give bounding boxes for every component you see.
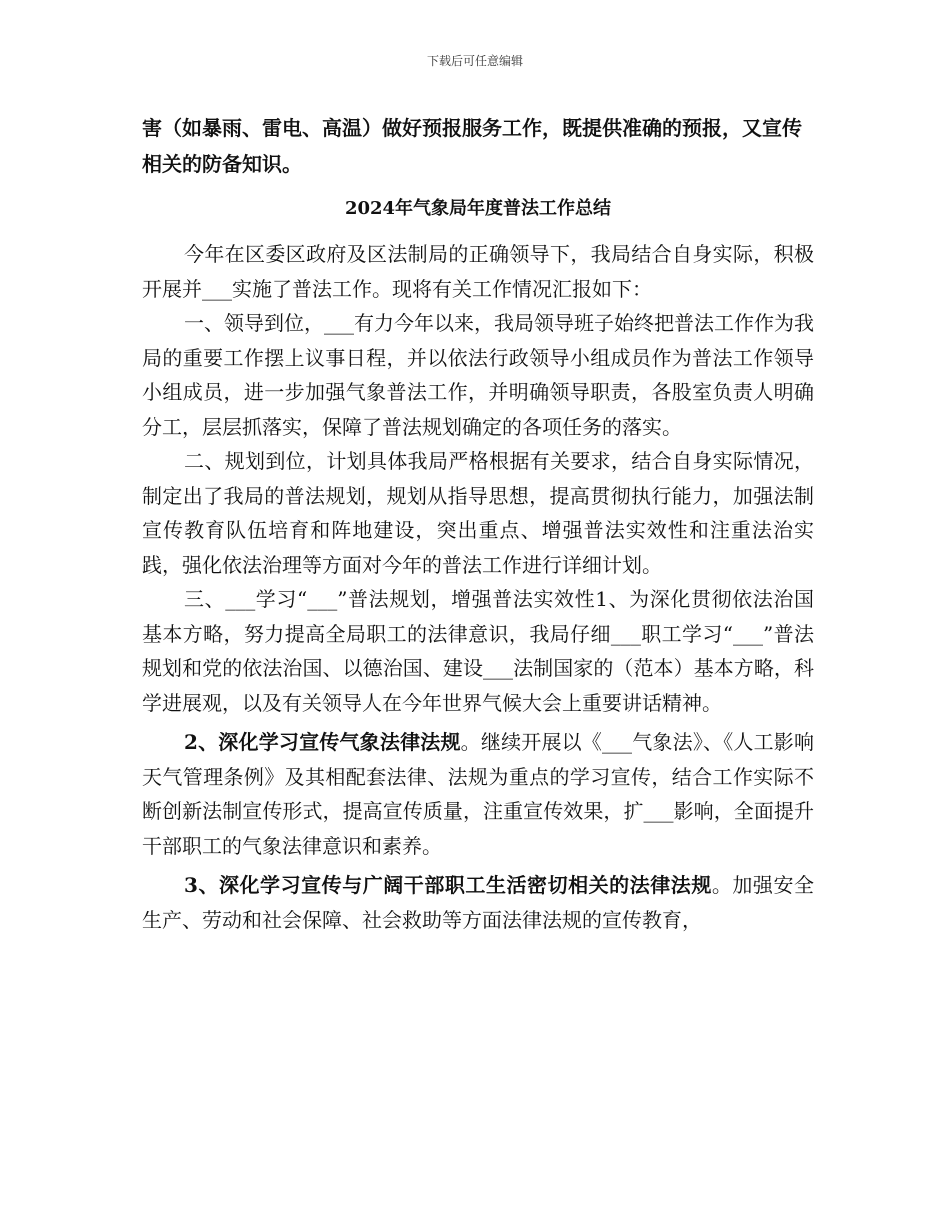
- document-body: [142, 110, 814, 937]
- page-header: 下载后可任意编辑: [426, 54, 523, 68]
- paragraph-1: 今年在区委区政府及区法制局的正确领导下，我局结合自身实际，积极开展并___实施了普法工作。现将有关工作情况汇报如下：: [142, 242, 814, 301]
- intro-paragraph: 害（如暴雨、雷电、高温）做好预报服务工作，既提供准确的预报，又宣传相关的防备知识。: [142, 116, 802, 176]
- paragraph-3: 二、规划到位，计划具体我局严格根据有关要求，结合自身实际情况，制定出了我局的普法规划，规划从指导思想，提高贯彻执行能力，加强法制宣传教育队伍培育和阵地建设，突出重点、增强普法实效性和注重法治实践，强化依法治理等方面对今年的普法工作进行详细计划。: [142, 449, 814, 577]
- paragraph-5: [142, 725, 814, 863]
- paragraph-2: 一、领导到位，___有力今年以来，我局领导班子始终把普法工作作为我局的重要工作摆上议事日程，并以依法行政领导小组成员作为普法工作领导小组成员，进一步加强气象普法工作，并明确领导职责，各股室负责人明确分工，层层抓落实，保障了普法规划确定的各项任务的落实。: [142, 311, 814, 439]
- paragraph-6-heading: 3、深化学习宣传与广阔干部职工生活密切相关的法律法规: [184, 873, 712, 897]
- document-title: 2024年气象局年度普法工作总结: [344, 198, 612, 219]
- paragraph-4: 三、___学习“___”普法规划，增强普法实效性1、为深化贯彻依法治国基本方略，努力提高全局职工的法律意识，我局仔细___职工学习“___”普法规划和党的依法治国、以德治国、建设___法制国家的（范本）基本方略，科学进展观，以及有关领导人在今年世界气候大会上重要讲话精神。: [142, 587, 814, 715]
- paragraph-6-text: 。加强安全生产、劳动和社会保障、社会救助等方面法律法规的宣传教育，: [142, 873, 815, 932]
- paragraph-6: [142, 868, 814, 937]
- paragraph-5-text: 。继续开展以《___气象法》、《人工影响天气管理条例》及其相配套法律、法规为重点的学习宣传，结合工作实际不断创新法制宣传形式，提高宣传质量，注重宣传效果，扩___影响，全面提升干部职工的气象法律意识和素养。: [142, 730, 815, 858]
- paragraph-5-heading: 2、深化学习宣传气象法律法规: [184, 730, 461, 754]
